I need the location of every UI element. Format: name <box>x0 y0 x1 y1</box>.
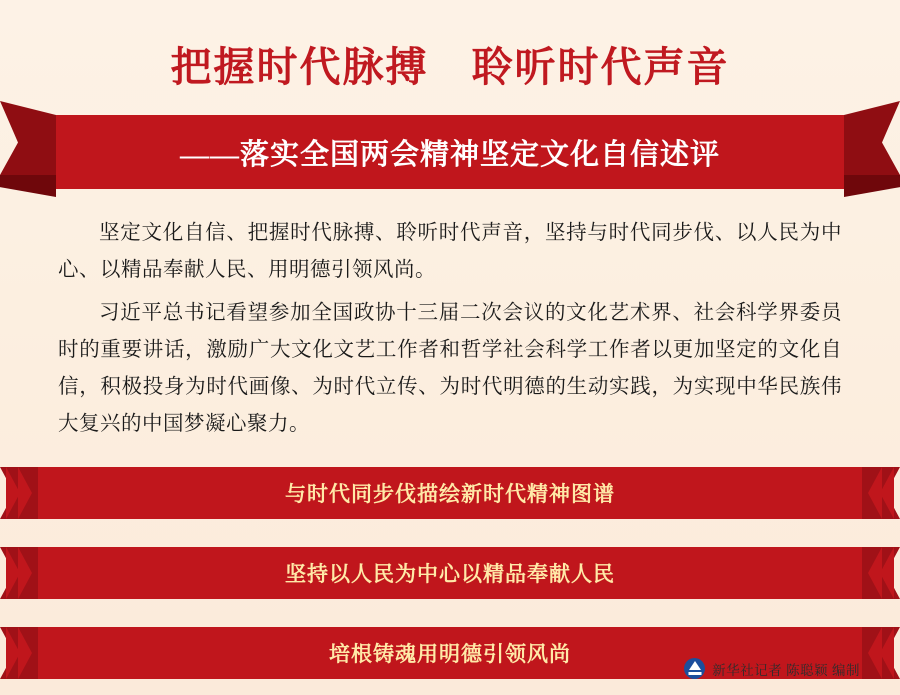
section-bar <box>38 467 862 519</box>
xinhua-logo-icon <box>684 658 705 679</box>
title-area <box>0 0 900 93</box>
footer-credit <box>684 658 860 679</box>
section-bar <box>38 547 862 599</box>
paragraph-2: 习近平总书记看望参加全国政协十三届二次会议的文化艺术界、社会科学界委员时的重要讲话，激励广大文化文艺工作者和哲学社会科学工作者以更加坚定的文化自信，积极投身为时代画像、为时代立传、为时代明德的生动实践，为实现中华民族伟大复兴的中国梦凝心聚力。 <box>58 302 842 435</box>
footer-credit-text: 新华社记者 陈聪颖 编制 <box>712 662 860 678</box>
page-subtitle: ——落实全国两会精神坚定文化自信述评 <box>179 138 720 171</box>
ribbon-tail-right <box>844 101 900 175</box>
section-row-1 <box>0 467 900 519</box>
section-bars <box>0 467 900 679</box>
page-title: 把握时代脉搏 聆听时代声音 <box>170 44 730 90</box>
section-label: 与时代同步伐描绘新时代精神图谱 <box>285 482 615 506</box>
subtitle-ribbon <box>0 115 900 189</box>
section-label: 培根铸魂用明德引领风尚 <box>329 642 571 666</box>
ribbon-center <box>56 115 844 189</box>
section-row-2 <box>0 547 900 599</box>
section-label: 坚持以人民为中心以精品奉献人民 <box>285 562 615 586</box>
ribbon-notch-right <box>844 175 900 197</box>
ribbon-notch-left <box>0 175 56 197</box>
ribbon-tail-left <box>0 101 56 175</box>
paragraph-1: 坚定文化自信、把握时代脉搏、聆听时代声音，坚持与时代同步伐、以人民为中心、以精品奉献人民、用明德引领风尚。 <box>58 222 842 281</box>
body-text <box>58 215 842 443</box>
